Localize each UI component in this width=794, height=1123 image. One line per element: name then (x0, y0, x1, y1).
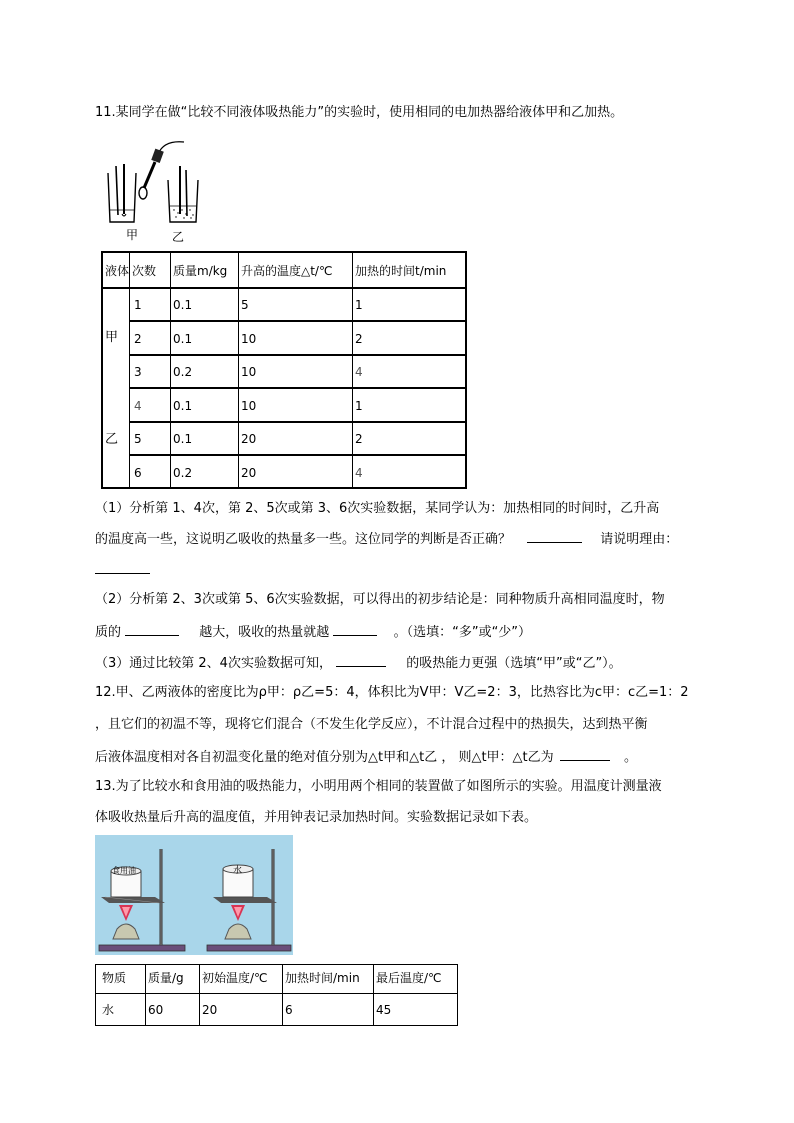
t1-r4-mass: 0.1 (173, 399, 193, 413)
q11-p1-text: 的温度高一些，这说明乙吸收的热量多一些。这位同学的判断是否正确？ (95, 532, 512, 547)
q11-p2-line1: （2）分析第 2、3次或第 5、6次实验数据，可以得出的初步结论是：同种物质升高相同温度时，物 (95, 592, 665, 607)
q12-line3-end: 。 (623, 750, 637, 765)
t1-r5-mass: 0.1 (173, 432, 193, 446)
q13-line2: 体吸收热量后升高的温度值，并用钟表记录加热时间。实验数据记录如下表。 (95, 810, 538, 825)
t1-r4-count: 4 (134, 399, 142, 413)
t1-header-mass: 质量m/kg (173, 264, 228, 278)
answer-blank-2[interactable] (95, 573, 150, 574)
beaker-heater-figure (98, 140, 210, 242)
q13-data-table (95, 964, 458, 1026)
group-label-jia: 甲 (105, 330, 119, 345)
t2-r1-final-temp: 45 (376, 1003, 392, 1017)
q11-p1-reason: 请说明理由： (600, 532, 679, 547)
q11-data-table (101, 251, 467, 489)
t1-r1-count: 1 (134, 298, 142, 312)
q13-line1: 13.为了比较水和食用油的吸热能力，小明用两个相同的装置做了如图所示的实验。用温度计测量液 (95, 779, 662, 794)
electric-heater (139, 142, 184, 199)
beaker-jia (108, 164, 136, 222)
t1-r4-temp: 10 (241, 399, 257, 413)
t1-header-count: 次数 (132, 264, 157, 278)
t2-header-final-temp: 最后温度/℃ (376, 971, 442, 985)
t1-header-temp: 升高的温度△t/℃ (241, 264, 333, 278)
beaker-label-jia: 甲 (126, 228, 139, 242)
q12-line3 (95, 747, 637, 767)
q11-p2-text-b: 越大，吸收的热量就越 (199, 625, 330, 640)
t1-r6-count: 6 (134, 466, 142, 480)
t1-r5-temp: 20 (241, 432, 257, 446)
t1-r3-temp: 10 (241, 365, 257, 379)
t2-r1-substance: 水 (102, 1003, 115, 1017)
t1-r3-time: 4 (355, 365, 363, 379)
q11-p1-line2 (95, 529, 678, 549)
group-label-yi: 乙 (105, 432, 119, 447)
t1-r3-mass: 0.2 (173, 365, 193, 379)
t1-r3-count: 3 (134, 365, 142, 379)
answer-blank-5[interactable] (336, 653, 386, 667)
q11-p3-text-a: （3）通过比较第 2、4次实验数据可知， (95, 656, 332, 671)
q11-p3-text-b: 的吸热能力更强（选填“甲”或“乙”）。 (406, 656, 622, 671)
t1-r2-time: 2 (355, 332, 363, 346)
heating-apparatus-figure (95, 835, 293, 955)
q11-p2-text-a: 质的 (95, 625, 122, 640)
t2-header-mass: 质量/g (148, 971, 184, 985)
t2-r1-initial-temp: 20 (202, 1003, 218, 1017)
t1-r1-mass: 0.1 (173, 298, 193, 312)
t2-header-initial-temp: 初始温度/℃ (202, 971, 268, 985)
q11-p2-text-c: 。（选填：“多”或“少”） (393, 625, 532, 640)
t1-r6-temp: 20 (241, 466, 257, 480)
t1-r2-mass: 0.1 (173, 332, 193, 346)
container-label-water: 水 (233, 866, 243, 876)
t1-r1-temp: 5 (241, 298, 249, 312)
t2-r1-mass: 60 (148, 1003, 164, 1017)
t1-header-liquid: 液体 (105, 264, 130, 278)
t1-r2-temp: 10 (241, 332, 257, 346)
q12-line3-text: 后液体温度相对各自初温变化量的绝对值分别为△t甲和△t乙 ， 则△t甲：△t乙为 (95, 750, 554, 765)
q11-p1-line1: （1）分析第 1、4次，第 2、5次或第 3、6次实验数据，某同学认为：加热相同的时间时，乙升高 (95, 501, 660, 516)
q12-line2: ，且它们的初温不等，现将它们混合（不发生化学反应），不计混合过程中的热损失，达到热平衡 (95, 717, 648, 732)
q11-stem: 11.某同学在做“比较不同液体吸热能力”的实验时，使用相同的电加热器给液体甲和乙加热。 (95, 105, 624, 120)
q12-line1: 12.甲、乙两液体的密度比为ρ甲：ρ乙=5：4，体积比为V甲：V乙=2：3，比热容比为c甲：c乙=1：2 (95, 685, 689, 700)
t1-r6-time: 4 (355, 466, 363, 480)
t1-r5-time: 2 (355, 432, 363, 446)
answer-blank-3[interactable] (125, 622, 179, 636)
t1-header-time: 加热的时间t/min (355, 264, 447, 278)
answer-blank-1[interactable] (527, 529, 582, 543)
t1-r5-count: 5 (134, 432, 142, 446)
t2-r1-heating-time: 6 (285, 1003, 293, 1017)
q11-p2-line2 (95, 622, 531, 642)
t2-header-substance: 物质 (102, 971, 127, 985)
beaker-yi (168, 166, 198, 222)
t1-r2-count: 2 (134, 332, 142, 346)
q11-p3-line (95, 653, 622, 673)
t1-r6-mass: 0.2 (173, 466, 193, 480)
container-label-oil: 食用油 (112, 866, 136, 875)
t2-header-heating-time: 加热时间/min (285, 971, 360, 985)
t1-r1-time: 1 (355, 298, 363, 312)
answer-blank-6[interactable] (560, 747, 610, 761)
t1-r4-time: 1 (355, 399, 363, 413)
beaker-label-yi: 乙 (172, 230, 185, 244)
answer-blank-4[interactable] (333, 622, 377, 636)
